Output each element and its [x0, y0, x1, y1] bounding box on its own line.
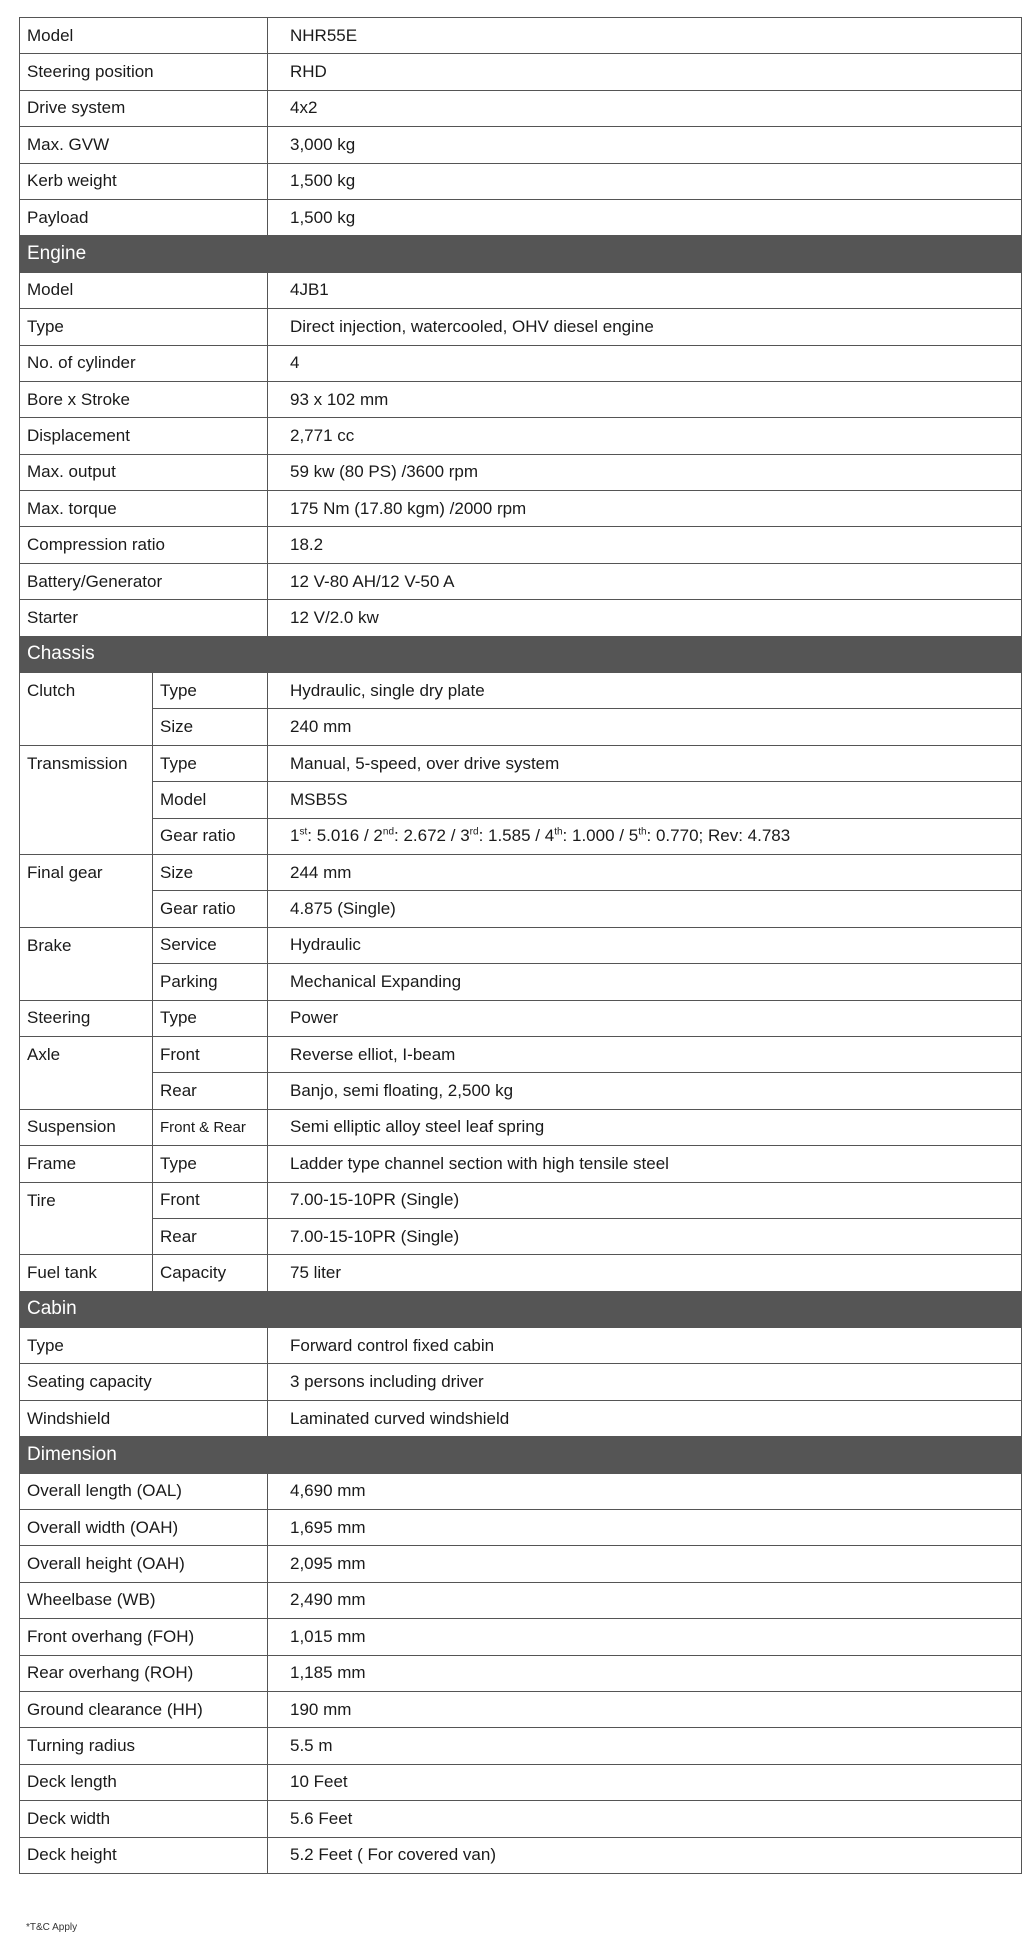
engine-spec-label: Battery/Generator: [20, 563, 268, 599]
section-title-chassis: Chassis: [20, 636, 1022, 672]
chassis-row: [20, 1109, 1022, 1145]
engine-spec-label: Starter: [20, 600, 268, 636]
dimension-spec-row: [20, 1801, 1022, 1837]
chassis-group-label: Fuel tank: [20, 1255, 153, 1291]
dimension-spec-value: 2,490 mm: [268, 1582, 1022, 1618]
chassis-value: Hydraulic, single dry plate: [268, 673, 1022, 709]
engine-spec-label: Displacement: [20, 418, 268, 454]
chassis-value: Power: [268, 1000, 1022, 1036]
dimension-spec-label: Rear overhang (ROH): [20, 1655, 268, 1691]
engine-spec-value: 12 V/2.0 kw: [268, 600, 1022, 636]
chassis-group-label: Suspension: [20, 1109, 153, 1145]
dimension-spec-value: 190 mm: [268, 1691, 1022, 1727]
dimension-spec-value: 2,095 mm: [268, 1546, 1022, 1582]
engine-spec-row: [20, 454, 1022, 490]
chassis-row: [20, 818, 1022, 854]
dimension-spec-label: Deck width: [20, 1801, 268, 1837]
dimension-spec-label: Overall length (OAL): [20, 1473, 268, 1509]
chassis-row: [20, 854, 1022, 890]
engine-spec-value: 12 V-80 AH/12 V-50 A: [268, 563, 1022, 599]
chassis-sub-label: Rear: [153, 1073, 268, 1109]
spec-label: Payload: [20, 199, 268, 235]
engine-spec-value: Direct injection, watercooled, OHV diesel engine: [268, 309, 1022, 345]
dimension-spec-row: [20, 1655, 1022, 1691]
engine-spec-row: [20, 418, 1022, 454]
spec-value: 4x2: [268, 90, 1022, 126]
engine-spec-label: Compression ratio: [20, 527, 268, 563]
chassis-value: 244 mm: [268, 854, 1022, 890]
engine-spec-row: [20, 272, 1022, 308]
dimension-spec-row: [20, 1619, 1022, 1655]
spec-value: NHR55E: [268, 18, 1022, 54]
section-title-engine: Engine: [20, 236, 1022, 272]
spec-label: Max. GVW: [20, 127, 268, 163]
chassis-value: 7.00-15-10PR (Single): [268, 1218, 1022, 1254]
chassis-row: [20, 1000, 1022, 1036]
spec-row: [20, 54, 1022, 90]
engine-spec-label: Max. output: [20, 454, 268, 490]
dimension-spec-row: [20, 1582, 1022, 1618]
spec-table: [19, 17, 1022, 1874]
chassis-group-label: Brake: [20, 927, 153, 1000]
dimension-spec-value: 1,185 mm: [268, 1655, 1022, 1691]
spec-label: Drive system: [20, 90, 268, 126]
chassis-sub-label: Type: [153, 673, 268, 709]
cabin-spec-row: [20, 1328, 1022, 1364]
dimension-spec-value: 5.2 Feet ( For covered van): [268, 1837, 1022, 1873]
spec-row: [20, 163, 1022, 199]
chassis-row: [20, 1073, 1022, 1109]
spec-value: RHD: [268, 54, 1022, 90]
chassis-row: [20, 1255, 1022, 1291]
spec-row: [20, 90, 1022, 126]
chassis-group-label: Steering: [20, 1000, 153, 1036]
engine-spec-row: [20, 309, 1022, 345]
chassis-value: 240 mm: [268, 709, 1022, 745]
chassis-group-label: Clutch: [20, 673, 153, 746]
spec-value: 3,000 kg: [268, 127, 1022, 163]
spec-row: [20, 199, 1022, 235]
spec-label: Steering position: [20, 54, 268, 90]
spec-row: [20, 127, 1022, 163]
dimension-spec-row: [20, 1546, 1022, 1582]
dimension-spec-value: 1,015 mm: [268, 1619, 1022, 1655]
section-title-dimension: Dimension: [20, 1437, 1022, 1473]
spec-row: [20, 18, 1022, 54]
cabin-spec-label: Seating capacity: [20, 1364, 268, 1400]
chassis-sub-label: Type: [153, 745, 268, 781]
cabin-spec-row: [20, 1364, 1022, 1400]
engine-spec-value: 93 x 102 mm: [268, 381, 1022, 417]
chassis-row: [20, 709, 1022, 745]
spec-value: 1,500 kg: [268, 163, 1022, 199]
engine-spec-label: No. of cylinder: [20, 345, 268, 381]
chassis-group-label: Frame: [20, 1146, 153, 1182]
section-header-engine: [20, 236, 1022, 272]
dimension-spec-row: [20, 1473, 1022, 1509]
chassis-value: Hydraulic: [268, 927, 1022, 963]
dimension-spec-label: Ground clearance (HH): [20, 1691, 268, 1727]
dimension-spec-row: [20, 1510, 1022, 1546]
chassis-row: [20, 745, 1022, 781]
dimension-spec-value: 5.5 m: [268, 1728, 1022, 1764]
chassis-value: MSB5S: [268, 782, 1022, 818]
dimension-spec-value: 1,695 mm: [268, 1510, 1022, 1546]
chassis-sub-label: Service: [153, 927, 268, 963]
chassis-value: 4.875 (Single): [268, 891, 1022, 927]
cabin-spec-label: Type: [20, 1328, 268, 1364]
dimension-spec-label: Deck height: [20, 1837, 268, 1873]
spec-value: 1,500 kg: [268, 199, 1022, 235]
engine-spec-row: [20, 563, 1022, 599]
chassis-value: 1st: 5.016 / 2nd: 2.672 / 3rd: 1.585 / 4th: 1.000 / 5th: 0.770; Rev: 4.783: [268, 818, 1022, 854]
cabin-spec-value: 3 persons including driver: [268, 1364, 1022, 1400]
cabin-spec-value: Forward control fixed cabin: [268, 1328, 1022, 1364]
engine-spec-row: [20, 381, 1022, 417]
chassis-row: [20, 1036, 1022, 1072]
chassis-sub-label: Rear: [153, 1218, 268, 1254]
engine-spec-label: Max. torque: [20, 491, 268, 527]
engine-spec-label: Bore x Stroke: [20, 381, 268, 417]
chassis-sub-label: Front: [153, 1036, 268, 1072]
dimension-spec-label: Deck length: [20, 1764, 268, 1800]
engine-spec-row: [20, 491, 1022, 527]
engine-spec-row: [20, 527, 1022, 563]
chassis-group-label: Final gear: [20, 854, 153, 927]
engine-spec-value: 18.2: [268, 527, 1022, 563]
dimension-spec-label: Overall width (OAH): [20, 1510, 268, 1546]
chassis-sub-label: Size: [153, 709, 268, 745]
chassis-row: [20, 1218, 1022, 1254]
section-header-cabin: [20, 1291, 1022, 1327]
chassis-value: 75 liter: [268, 1255, 1022, 1291]
chassis-sub-label: Size: [153, 854, 268, 890]
chassis-value: Ladder type channel section with high tensile steel: [268, 1146, 1022, 1182]
chassis-row: [20, 1182, 1022, 1218]
engine-spec-label: Type: [20, 309, 268, 345]
chassis-value: Banjo, semi floating, 2,500 kg: [268, 1073, 1022, 1109]
dimension-spec-label: Overall height (OAH): [20, 1546, 268, 1582]
chassis-row: [20, 891, 1022, 927]
chassis-sub-label: Gear ratio: [153, 891, 268, 927]
chassis-row: [20, 927, 1022, 963]
chassis-row: [20, 1146, 1022, 1182]
chassis-sub-label: Gear ratio: [153, 818, 268, 854]
dimension-spec-label: Wheelbase (WB): [20, 1582, 268, 1618]
engine-spec-value: 59 kw (80 PS) /3600 rpm: [268, 454, 1022, 490]
chassis-sub-label: Type: [153, 1000, 268, 1036]
chassis-row: [20, 673, 1022, 709]
section-title-cabin: Cabin: [20, 1291, 1022, 1327]
chassis-value: 7.00-15-10PR (Single): [268, 1182, 1022, 1218]
dimension-spec-row: [20, 1764, 1022, 1800]
engine-spec-row: [20, 600, 1022, 636]
cabin-spec-label: Windshield: [20, 1400, 268, 1436]
footnote: *T&C Apply: [26, 1922, 78, 1933]
spec-label: Kerb weight: [20, 163, 268, 199]
dimension-spec-value: 5.6 Feet: [268, 1801, 1022, 1837]
chassis-value: Mechanical Expanding: [268, 964, 1022, 1000]
chassis-sub-label: Front & Rear: [153, 1109, 268, 1145]
chassis-value: Semi elliptic alloy steel leaf spring: [268, 1109, 1022, 1145]
cabin-spec-row: [20, 1400, 1022, 1436]
chassis-group-label: Transmission: [20, 745, 153, 854]
chassis-group-label: Tire: [20, 1182, 153, 1255]
dimension-spec-value: 4,690 mm: [268, 1473, 1022, 1509]
dimension-spec-label: Turning radius: [20, 1728, 268, 1764]
chassis-sub-label: Front: [153, 1182, 268, 1218]
dimension-spec-label: Front overhang (FOH): [20, 1619, 268, 1655]
section-header-chassis: [20, 636, 1022, 672]
engine-spec-value: 2,771 cc: [268, 418, 1022, 454]
dimension-spec-row: [20, 1837, 1022, 1873]
dimension-spec-row: [20, 1728, 1022, 1764]
engine-spec-row: [20, 345, 1022, 381]
chassis-value: Manual, 5-speed, over drive system: [268, 745, 1022, 781]
engine-spec-value: 4JB1: [268, 272, 1022, 308]
spec-label: Model: [20, 18, 268, 54]
chassis-sub-label: Type: [153, 1146, 268, 1182]
chassis-sub-label: Capacity: [153, 1255, 268, 1291]
dimension-spec-row: [20, 1691, 1022, 1727]
chassis-sub-label: Model: [153, 782, 268, 818]
cabin-spec-value: Laminated curved windshield: [268, 1400, 1022, 1436]
chassis-value: Reverse elliot, I-beam: [268, 1036, 1022, 1072]
chassis-sub-label: Parking: [153, 964, 268, 1000]
dimension-spec-value: 10 Feet: [268, 1764, 1022, 1800]
engine-spec-label: Model: [20, 272, 268, 308]
engine-spec-value: 175 Nm (17.80 kgm) /2000 rpm: [268, 491, 1022, 527]
section-header-dimension: [20, 1437, 1022, 1473]
spec-table-body: [20, 18, 1022, 1874]
chassis-row: [20, 964, 1022, 1000]
chassis-group-label: Axle: [20, 1036, 153, 1109]
chassis-row: [20, 782, 1022, 818]
engine-spec-value: 4: [268, 345, 1022, 381]
